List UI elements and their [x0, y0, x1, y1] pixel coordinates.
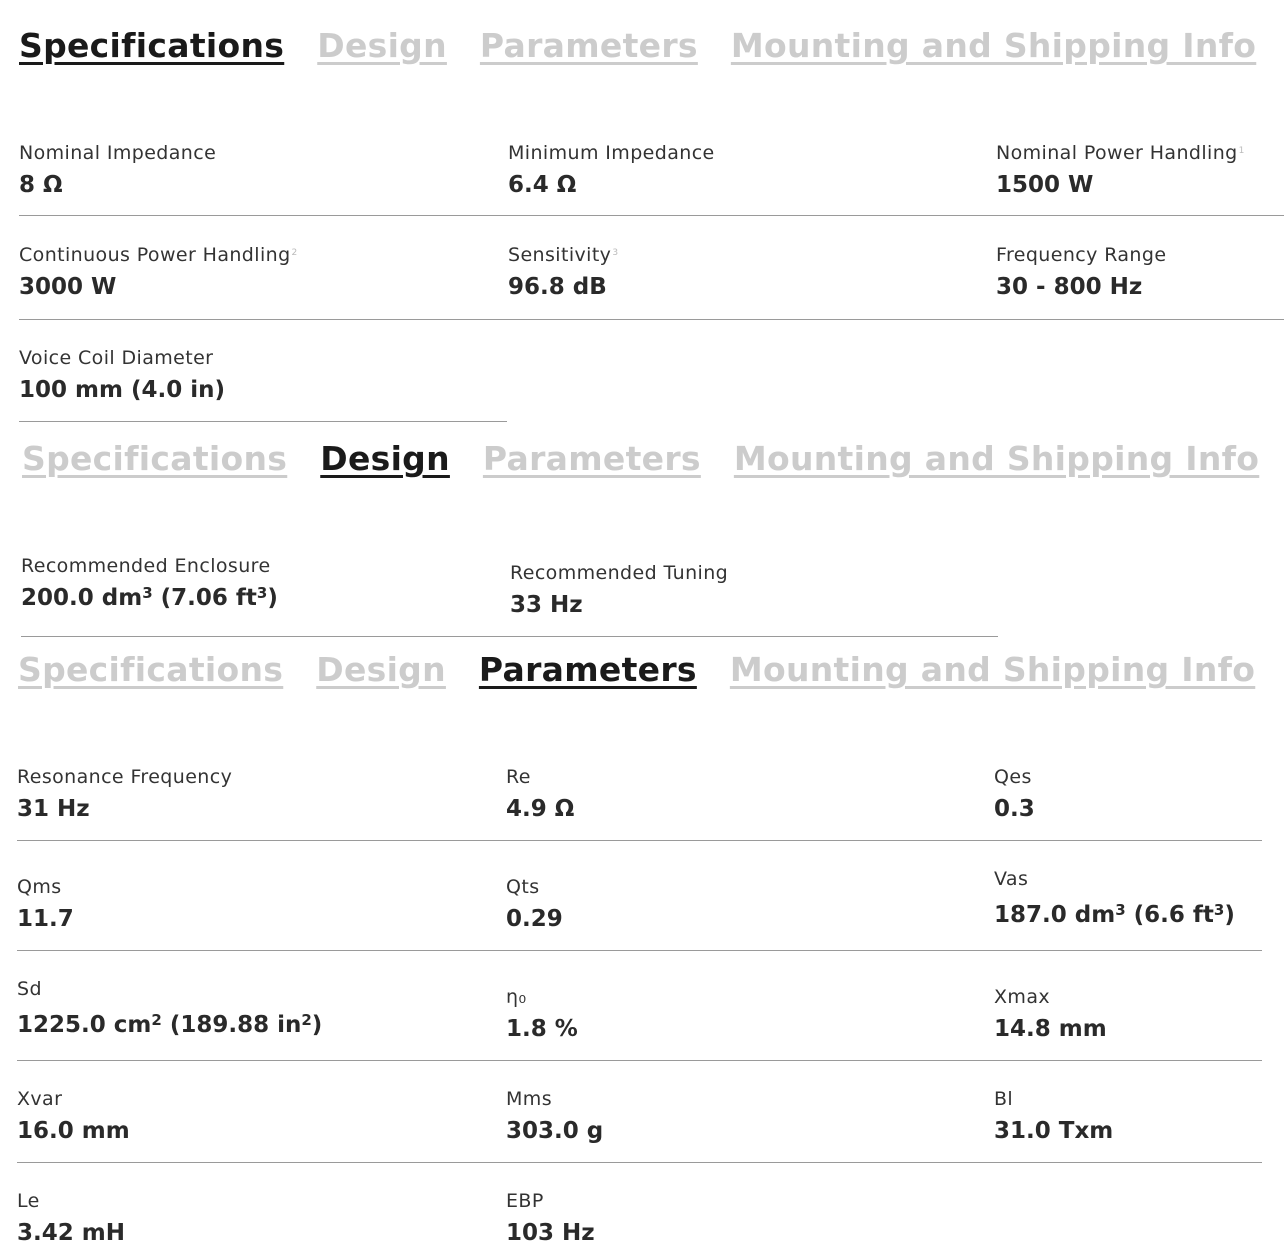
- row-divider: [17, 1162, 1262, 1163]
- tab-parameters[interactable]: Parameters: [478, 650, 697, 689]
- spec-label: Sensitivity$^3$: [508, 244, 619, 266]
- spec-label: Frequency Range: [996, 244, 1167, 266]
- spec-value: 1.8 %: [506, 1016, 578, 1042]
- param-xmax: [994, 985, 1107, 1043]
- tab-specifications[interactable]: Specifications: [22, 439, 288, 478]
- spec-value: 8 Ω: [19, 172, 63, 198]
- spec-label: Recommended Tuning: [510, 562, 729, 584]
- spec-label: Re: [506, 766, 531, 788]
- tab-specifications[interactable]: Specifications: [18, 650, 284, 689]
- spec-value: 33 Hz: [510, 592, 583, 618]
- tab-specifications[interactable]: Specifications: [19, 26, 285, 65]
- spec-label: Resonance Frequency: [17, 766, 233, 788]
- spec-value: 11.7: [17, 906, 74, 932]
- spec-value: 14.8 mm: [994, 1016, 1107, 1042]
- spec-minimum-impedance: [508, 141, 715, 199]
- tab-design[interactable]: Design: [316, 650, 446, 689]
- tab-mounting[interactable]: Mounting and Shipping Info: [733, 439, 1260, 478]
- spec-label: Qms: [17, 876, 62, 898]
- spec-value: 0.3: [994, 796, 1035, 822]
- spec-nominal-power: [996, 141, 1245, 199]
- row-divider: [21, 636, 998, 637]
- spec-label: Xmax: [994, 986, 1051, 1008]
- param-eta: [506, 985, 578, 1043]
- param-vas: [994, 867, 1235, 929]
- param-re: [506, 765, 574, 823]
- tab-parameters[interactable]: Parameters: [482, 439, 701, 478]
- tab-mounting[interactable]: Mounting and Shipping Info: [729, 650, 1256, 689]
- spec-label: Recommended Enclosure: [21, 555, 271, 577]
- param-xvar: [17, 1087, 130, 1145]
- design-enclosure: [21, 554, 278, 612]
- spec-label: Bl: [994, 1088, 1014, 1110]
- spec-sensitivity: [508, 243, 618, 301]
- spec-label: Voice Coil Diameter: [19, 347, 214, 369]
- row-divider: [19, 319, 1284, 320]
- spec-label: Qts: [506, 876, 540, 898]
- spec-label: Xvar: [17, 1088, 63, 1110]
- tab-bar-specifications: [19, 26, 1256, 65]
- spec-label: Vas: [994, 868, 1029, 890]
- param-le: [17, 1189, 125, 1247]
- footnote-marker[interactable]: 2: [291, 248, 298, 258]
- spec-value: 31 Hz: [17, 796, 90, 822]
- row-divider: [19, 215, 1284, 216]
- spec-value: 30 - 800 Hz: [996, 274, 1143, 300]
- spec-value: 3000 W: [19, 274, 117, 300]
- spec-value: 187.0 $dm^3$ (6.6 $ft^3$): [994, 901, 1235, 928]
- spec-value: 3.42 mH: [17, 1220, 125, 1246]
- param-qes: [994, 765, 1035, 823]
- spec-label: Le: [17, 1190, 40, 1212]
- footnote-marker[interactable]: 1: [1238, 146, 1245, 156]
- spec-label: Continuous Power Handling$^2$: [19, 244, 298, 266]
- spec-label: Nominal Impedance: [19, 142, 217, 164]
- param-mms: [506, 1087, 603, 1145]
- spec-voice-coil: [19, 346, 225, 404]
- spec-value: 200.0 $dm^3$ (7.06 $ft^3$): [21, 584, 278, 611]
- spec-value: 100 mm (4.0 in): [19, 377, 225, 403]
- spec-label: EBP: [506, 1190, 544, 1212]
- param-qts: [506, 875, 563, 933]
- spec-value: 0.29: [506, 906, 563, 932]
- spec-value: 303.0 g: [506, 1118, 604, 1144]
- tab-design[interactable]: Design: [320, 439, 450, 478]
- row-divider: [17, 840, 1262, 841]
- param-qms: [17, 875, 74, 933]
- spec-value: 1225.0 $cm^2$ (189.88 $in^2$): [17, 1011, 323, 1038]
- row-divider: [17, 950, 1262, 951]
- spec-value: 31.0 Txm: [994, 1118, 1114, 1144]
- footnote-marker[interactable]: 3: [612, 248, 619, 258]
- design-tuning: [510, 561, 728, 619]
- tab-parameters[interactable]: Parameters: [479, 26, 698, 65]
- spec-value: 16.0 mm: [17, 1118, 130, 1144]
- row-divider: [19, 421, 507, 422]
- spec-value: 1500 W: [996, 172, 1094, 198]
- tab-bar-design: [22, 439, 1259, 478]
- spec-continuous-power: [19, 243, 298, 301]
- param-bl: [994, 1087, 1113, 1145]
- param-ebp: [506, 1189, 595, 1247]
- row-divider: [17, 1060, 1262, 1061]
- spec-label: Nominal Power Handling$^1$: [996, 142, 1245, 164]
- spec-value: 6.4 Ω: [508, 172, 577, 198]
- tab-bar-parameters: [18, 650, 1255, 689]
- param-sd: [17, 977, 322, 1039]
- spec-label: η₀: [506, 986, 527, 1008]
- spec-value: 96.8 dB: [508, 274, 607, 300]
- tab-mounting[interactable]: Mounting and Shipping Info: [730, 26, 1257, 65]
- spec-frequency-range: [996, 243, 1166, 301]
- spec-label: Minimum Impedance: [508, 142, 715, 164]
- spec-value: 4.9 Ω: [506, 796, 575, 822]
- tab-design[interactable]: Design: [317, 26, 447, 65]
- spec-label: Sd: [17, 978, 42, 1000]
- spec-nominal-impedance: [19, 141, 216, 199]
- param-resonance: [17, 765, 232, 823]
- spec-value: 103 Hz: [506, 1220, 595, 1246]
- spec-label: Qes: [994, 766, 1032, 788]
- spec-label: Mms: [506, 1088, 553, 1110]
